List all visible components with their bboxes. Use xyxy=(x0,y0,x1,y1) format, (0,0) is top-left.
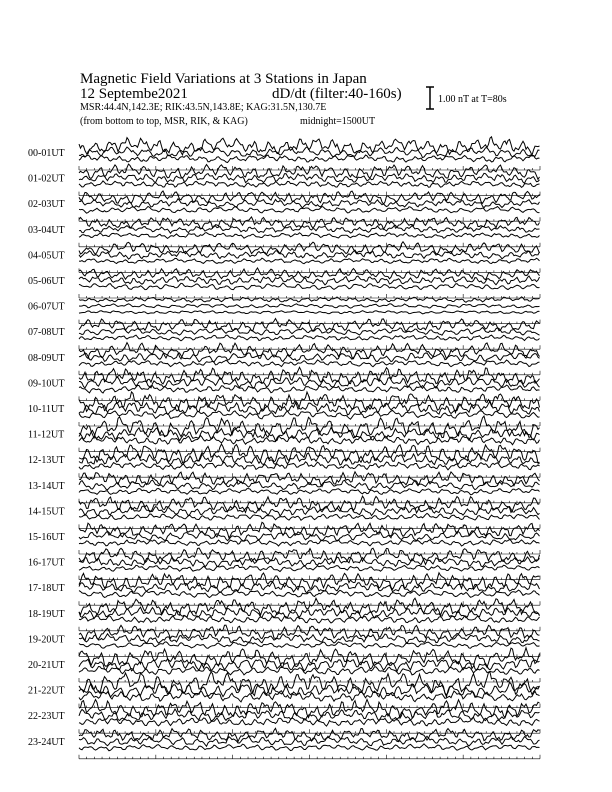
trace-MSR xyxy=(79,385,540,393)
hourly-rows xyxy=(28,137,540,759)
trace-RIK xyxy=(79,607,540,618)
row-label: 20-21UT xyxy=(28,660,65,671)
trace-MSR xyxy=(79,540,540,546)
row-06-07UT xyxy=(28,297,540,324)
row-label: 02-03UT xyxy=(28,199,65,211)
row-label: 04-05UT xyxy=(28,250,65,262)
row-label: 10-11UT xyxy=(28,404,65,415)
trace-KAG xyxy=(79,548,540,564)
row-label: 14-15UT xyxy=(28,506,65,518)
trace-RIK xyxy=(79,453,540,465)
trace-KAG xyxy=(79,444,540,463)
trace-MSR xyxy=(79,513,540,520)
row-label: 03-04UT xyxy=(28,224,65,236)
trace-MSR xyxy=(79,616,540,623)
row-label: 09-10UT xyxy=(28,378,65,390)
trace-MSR xyxy=(79,565,540,571)
row-label: 07-08UT xyxy=(28,327,65,339)
trace-KAG xyxy=(79,367,540,384)
row-00-01UT xyxy=(28,137,540,170)
trace-MSR xyxy=(79,667,540,675)
scale-bar xyxy=(426,87,434,109)
trace-RIK xyxy=(79,225,540,233)
trace-RIK xyxy=(79,327,540,335)
trace-RIK xyxy=(79,634,540,644)
trace-RIK xyxy=(79,173,540,183)
row-label: 01-02UT xyxy=(28,173,65,185)
row-11-12UT xyxy=(28,416,540,452)
trace-RIK xyxy=(79,304,540,308)
trace-KAG xyxy=(79,573,540,590)
row-label: 17-18UT xyxy=(28,583,65,595)
chart-title: Magnetic Field Variations at 3 Stations in Japan xyxy=(80,71,367,87)
trace-MSR xyxy=(79,233,540,239)
row-21-22UT xyxy=(28,672,540,707)
scale-bar-label: 1.00 nT at T=80s xyxy=(438,94,507,105)
row-15-16UT xyxy=(28,522,540,554)
row-label: 05-06UT xyxy=(28,276,65,287)
trace-order-note: (from bottom to top, MSR, RIK, & KAG) xyxy=(80,116,248,127)
trace-KAG xyxy=(79,648,540,669)
row-label: 18-19UT xyxy=(28,608,65,620)
trace-MSR xyxy=(79,181,540,187)
chart-date: 12 Septembe2021 xyxy=(80,86,188,102)
trace-KAG xyxy=(79,416,540,438)
row-label: 08-09UT xyxy=(28,352,65,364)
trace-MSR xyxy=(79,360,540,367)
trace-MSR xyxy=(79,311,540,314)
trace-MSR xyxy=(79,488,540,494)
trace-MSR xyxy=(79,258,540,264)
chart-component: dD/dt (filter:40-160s) xyxy=(272,86,402,102)
row-label: 00-01UT xyxy=(28,148,65,159)
row-label: 22-23UT xyxy=(28,711,65,723)
trace-KAG xyxy=(79,672,540,697)
trace-MSR xyxy=(79,206,540,213)
row-label: 19-20UT xyxy=(28,634,65,646)
midnight-note: midnight=1500UT xyxy=(300,116,376,127)
station-coordinates: MSR:44.4N,142.3E; RIK:43.5N,143.8E; KAG:31.5N,130.7E xyxy=(80,102,327,113)
row-label: 13-14UT xyxy=(28,480,65,492)
trace-MSR xyxy=(79,335,540,341)
row-label: 11-12UT xyxy=(28,429,65,441)
trace-KAG xyxy=(79,137,540,156)
row-label: 21-22UT xyxy=(28,685,65,697)
row-label: 16-17UT xyxy=(28,557,65,569)
trace-MSR xyxy=(79,642,540,649)
trace-MSR xyxy=(79,590,540,597)
row-label: 12-13UT xyxy=(28,455,65,467)
trace-MSR xyxy=(79,283,540,290)
trace-MSR xyxy=(79,155,540,162)
row-label: 15-16UT xyxy=(28,532,65,543)
row-label: 06-07UT xyxy=(28,301,65,313)
row-label: 23-24UT xyxy=(28,736,65,748)
